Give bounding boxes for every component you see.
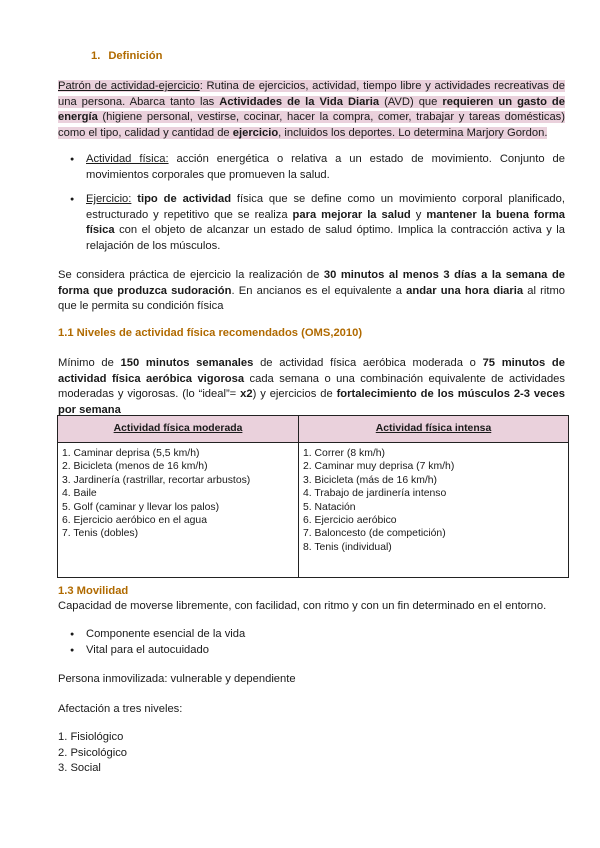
list-item: 6. Ejercicio aeróbico en el agua xyxy=(62,515,207,527)
intensa-cell xyxy=(299,443,569,578)
list-item: 5. Natación xyxy=(303,501,356,513)
niveles-list xyxy=(58,730,565,777)
bullet-list-definiciones xyxy=(58,152,565,183)
list-item: 1. Caminar deprisa (5,5 km/h) xyxy=(62,448,200,459)
minimo-paragraph: Mínimo de 150 minutos semanales de actividad física aeróbica moderada o 75 minutos de actividad física aeróbica vigorosa cada semana o una combinación equivalente de actividades moderadas y vigorosas. (lo “ideal”= x2) y ejercicios de fortalecimiento de los músculos 2-3 veces por semana xyxy=(58,357,566,416)
list-item: ● Vital para el autocuidado xyxy=(58,643,565,659)
afectacion-text: Afectación a tres niveles: xyxy=(58,703,183,715)
list-item: 2. Psicológico xyxy=(58,746,128,759)
list-item: 7. Tenis (dobles) xyxy=(62,528,139,540)
moderada-cell xyxy=(58,443,299,578)
list-item: 5. Golf (caminar y llevar los palos) xyxy=(62,501,220,513)
list-item: 4. Baile xyxy=(62,488,97,500)
inmovilizada-text: Persona inmovilizada: vulnerable y dependiente xyxy=(58,673,296,685)
bullet-list-ejercicio xyxy=(58,192,565,254)
section-heading-definicion: 1. Definición xyxy=(91,50,163,62)
list-item: 2. Bicicleta (menos de 16 km/h) xyxy=(62,461,208,473)
list-item: 3. Bicicleta (más de 16 km/h) xyxy=(303,474,437,486)
section-heading-movilidad: 1.3 Movilidad xyxy=(58,585,129,597)
list-item: 1. Correr (8 km/h) xyxy=(303,448,385,459)
bullet-actividad-fisica: ● Actividad física: acción energética o relativa a un estado de movimiento. Conjunto de movimientos corporales que promueven la salud. xyxy=(58,152,565,183)
activity-table xyxy=(57,415,569,578)
list-item: 7. Baloncesto (de competición) xyxy=(303,528,446,540)
list-item: 2. Caminar muy deprisa (7 km/h) xyxy=(303,461,455,473)
list-item: 8. Tenis (individual) xyxy=(303,541,392,553)
table-header-moderada: Actividad física moderada xyxy=(58,416,299,443)
table-row xyxy=(58,443,569,578)
section-heading-niveles: 1.1 Niveles de actividad física recomendados (OMS,2010) xyxy=(58,327,363,339)
list-item: 6. Ejercicio aeróbico xyxy=(303,515,397,527)
movilidad-description: Capacidad de moverse libremente, con facilidad, con ritmo y con un fin determinado en el entorno. xyxy=(58,600,547,612)
practica-paragraph: Se considera práctica de ejercicio la realización de 30 minutos al menos 3 días a la semana de forma que produzca sudoración. En ancianos es el equivalente a andar una hora diaria al ritmo que le permita su condición física xyxy=(58,269,566,313)
table-header-row xyxy=(58,416,569,443)
movilidad-bullets xyxy=(58,627,565,658)
bullet-ejercicio: ● Ejercicio: tipo de actividad física que se define como un movimiento corporal planificado, estructurado y repetitivo que se realiza para mejorar la salud y mantener la buena forma física con el objeto de alcanzar un estado de salud óptimo. Implica la contracción activa y la relajación de los músculos. xyxy=(58,192,565,254)
intro-paragraph: Patrón de actividad-ejercicio: Rutina de ejercicios, actividad, tiempo libre y actividades recreativas de una persona. Abarca tanto las Actividades de la Vida Diaria (AVD) que requieren un gasto de energía (higiene personal, vestirse, cocinar, hacer la compra, comer, trabajar y tareas domésticas) como el tipo, calidad y cantidad de ejercicio, incluidos los deportes. Lo determina Marjory Gordon. xyxy=(58,80,565,139)
table-header-intensa: Actividad física intensa xyxy=(299,416,569,443)
list-item: ● Componente esencial de la vida xyxy=(58,627,565,643)
list-item: 1. Fisiológico xyxy=(58,731,124,743)
list-item: 3. Social xyxy=(58,762,101,775)
list-item: 4. Trabajo de jardinería intenso xyxy=(303,488,447,500)
list-item: 3. Jardinería (rastrillar, recortar arbustos) xyxy=(62,474,251,486)
